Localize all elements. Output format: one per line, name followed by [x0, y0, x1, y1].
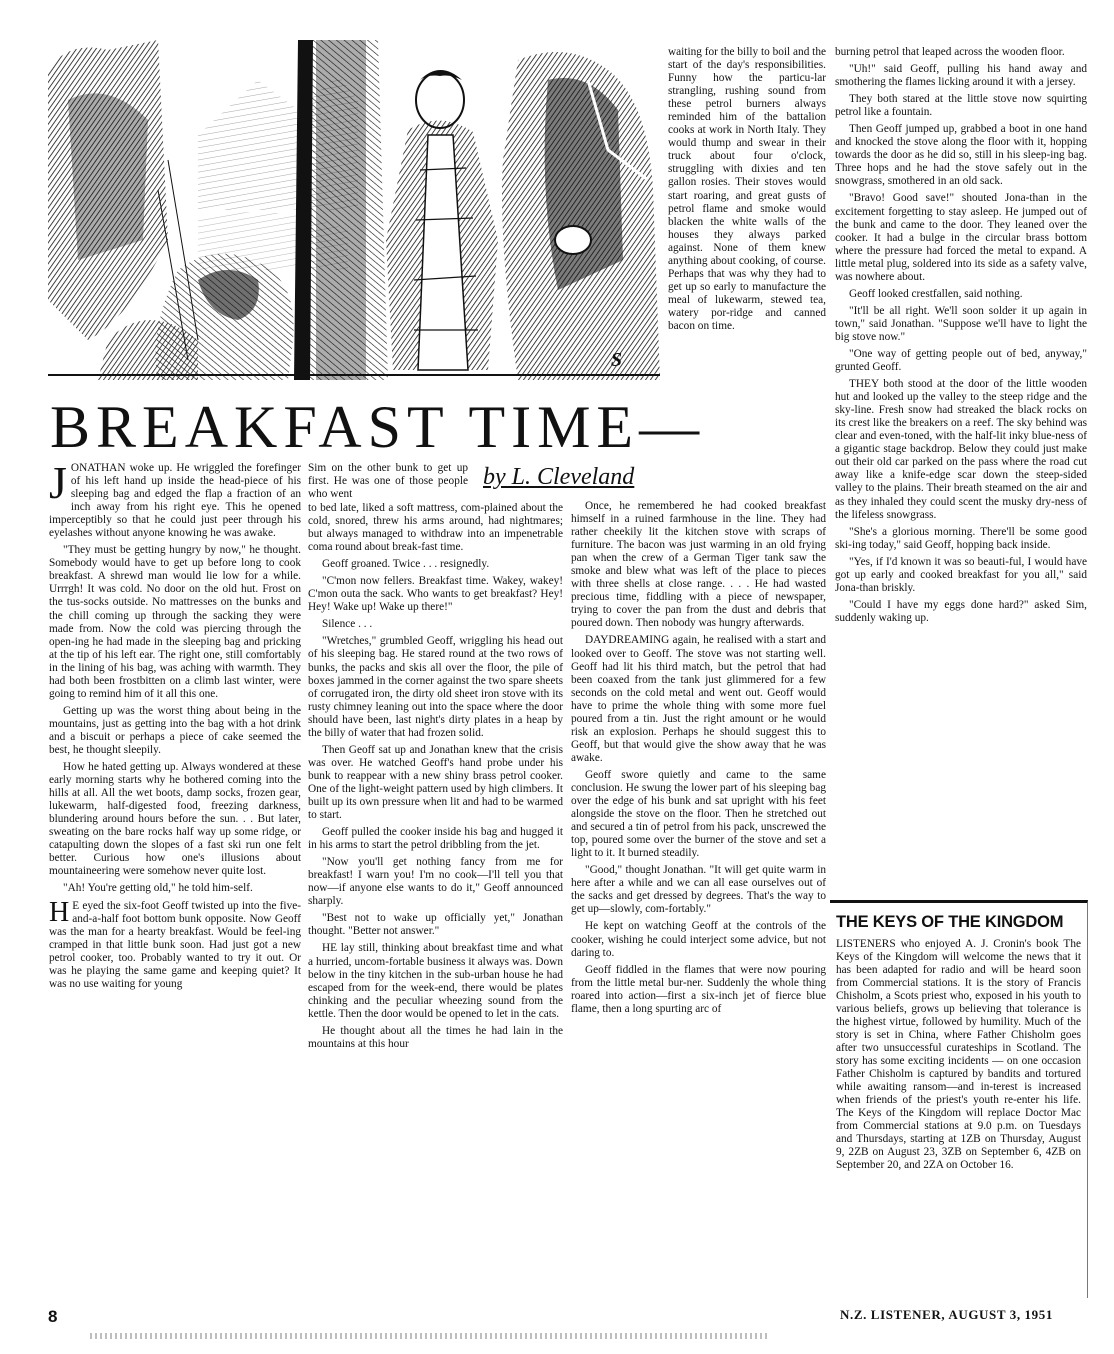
- article-paragraph: "Wretches," grumbled Geoff, wriggling his head out of his sleeping bag. He stared round at the two rows of bunks, the packs and skis all over the floor, the pile of boxes jammed in the corner against the two spare sheets of corrugated iron, the dirty old sheet iron stove with its rusty chimney leaning out into the space where the door should have been, last night's dirty plates in a heap by the billy of water that had frozen solid.: [308, 635, 563, 739]
- article-paragraph: JONATHAN woke up. He wriggled the forefinger of his left hand up inside the head-piece of his sleeping bag and edged the flap a fraction of an inch away from his right eye. This he opened imperceptibly so that he could just peer through his eyelashes without anyone knowing he was awake.: [49, 457, 301, 540]
- sidebar-body: LISTENERS who enjoyed A. J. Cronin's book The Keys of the Kingdom will welcome the news that it has been adapted for radio and will be heard soon from Commercial stations. It is the story of Francis Chisholm, a Scots priest who, exposed in his youth to various beliefs, grows up believing that tolerance is the highest virtue, followed by humility. Much of the story is set in China, where Father Chisholm goes after two unsuccessful curateships in Scotland. The story has some exciting incidents — on one occasion Father Chisholm is captured by bandits and tortured while awaiting ransom—and in-terest is increased when friends of the priest's youth re-enter his life. The Keys of the Kingdom will replace Doctor Mac from Commercial stations at 9.0 p.m. on Tuesdays and Thursdays, starting at 1ZB on Thursday, August 9, 2ZB on August 23, 3ZB on September 6, 4ZB on September 20, and 2ZA on October 16.: [836, 938, 1081, 1171]
- article-paragraph: THEY both stood at the door of the little wooden hut and looked up the valley to the steep ridge and the sky-line. Fresh snow had streaked the black rocks on its crest like the breakers on a reef. The sky behind was clear and even-toned, with the half-lit inky blue-ness of a gigantic stage backdrop. Below they could just make out their old car parked on the pass where the road cut away like a knife-edge scar down the steep-sided valley to the plains. Their breath steamed on the air and as they inhaled they could scent the musky dry-ness of the lifeless snowgrass.: [835, 378, 1087, 521]
- article-column-3: [571, 500, 826, 1300]
- article-paragraph: "They must be getting hungry by now," he thought. Somebody would have to get up before long to cook breakfast. A shrewd man would lie low for a while. Urrrgh! It was cold. No door on the old hut. Frost on the tus-socks outside. No mattresses on the bunks and the chill coming up through the sacking they were made from. Now the cold was piercing through the open-ing he had made in the sleeping bag and pricking at the tip of his left ear. The right one, still comfortably in the lining of his bag, was aching with warmth. They had both been frostbitten on a climb last winter, were going to remind him of it all this one.: [49, 544, 301, 700]
- article-column-4: [835, 46, 1087, 629]
- article-paragraph: "She's a glorious morning. There'll be some good ski-ing today," said Geoff, hopping back inside.: [835, 525, 1087, 551]
- sidebar-heading: THE KEYS OF THE KINGDOM: [836, 913, 1064, 931]
- article-paragraph: "Uh!" said Geoff, pulling his hand away and smothering the flames licking around it with a jersey.: [835, 63, 1087, 89]
- article-paragraph: HE lay still, thinking about breakfast time and what a hurried, uncom-fortable business it always was. Down below in the tiny kitchen in the sub-urban house he had escaped from for the week-end, there would be plates chinking and the peculiar wheezing sound from the kettle. Then the door would be opened to let in the cats.: [308, 942, 563, 1020]
- article-column-1: [49, 457, 301, 1300]
- article-column-3-top: [668, 46, 826, 337]
- article-paragraph: "It'll be all right. We'll soon solder it up again in town," said Jonathan. "Suppose we'll have to light the big stove now.": [835, 304, 1087, 343]
- article-paragraph: burning petrol that leaped across the wooden floor.: [835, 46, 1065, 58]
- article-paragraph: "Good," thought Jonathan. "It will get quite warm in here after a while and we can all ease ourselves out of the sacks and get dressed by degrees. That's the way to get up—slowly, com-fortably.": [571, 864, 826, 916]
- article-paragraph: "Bravo! Good save!" shouted Jona-than in the excitement forgetting to stay asleep. He jumped out of the bunk and came to the door. They leaned over the cooker. It had a bulge in the circular brass bottom where the pressure had forced the metal to expand. A little metal plug, soldered into its side as a safety valve, was nowhere about.: [835, 192, 1087, 283]
- article-paragraph: H E eyed the six-foot Geoff twisted up into the five-and-a-half foot bottom bunk opposite. Now Geoff was the man for a hearty breakfast. Would be feel-ing cramped in that little bunk soon. Had just got a new petrol cooker, too. Probably wanted to try it out. Or was he playing the same game and keeping quiet? It was no use waiting for young: [49, 896, 301, 990]
- sidebar-box: [830, 900, 1088, 1298]
- article-paragraph: Geoff looked crestfallen, said nothing.: [849, 287, 1023, 300]
- article-column-2-top: [308, 462, 468, 505]
- article-paragraph: He kept on watching Geoff at the controls of the cooker, wishing he could interject some advice, but not daring to.: [571, 920, 826, 959]
- pen-ink-illustration: [48, 40, 660, 380]
- article-column-2: [308, 502, 563, 1300]
- article-paragraph: How he hated getting up. Always wondered at these early morning starts why he bothered coming into the hills at all. All the wet boots, damp socks, frozen gear, lukewarm, half-digested food, freezing darkness, blundering around hours before the sun. . . But later, sweating on the bare rocks half way up some ridge, or catapulting down the slopes of a fast ski run one felt better. Curious how one's illusions about mountaineering were somehow never quite lost.: [49, 761, 301, 878]
- article-paragraph: "One way of getting people out of bed, anyway," grunted Geoff.: [835, 347, 1087, 374]
- illustration-drawing: [48, 40, 660, 380]
- article-paragraph: They both stared at the little stove now squirting petrol like a fountain.: [835, 93, 1087, 119]
- article-paragraph: "Best not to wake up officially yet," Jonathan thought. "Better not answer.": [308, 912, 563, 938]
- article-paragraph: Geoff groaned. Twice . . . resignedly.: [322, 558, 490, 571]
- scan-noise: [90, 1333, 770, 1339]
- issue-footer: N.Z. LISTENER, AUGUST 3, 1951: [840, 1307, 1053, 1322]
- article-paragraph: DAYDREAMING again, he realised with a start and looked over to Geoff. The stove was not starting well. Geoff had lit his third match, but the petrol that had been coaxed from the tank just glimmered for a few seconds on the cold metal and went out. Geoff would have to prime the whole thing with some more fuel poured from a tin. Just the right amount or he would risk an explosion. Perhaps he should suggest this to Geoff, but that would give the show away that he was awake.: [571, 634, 826, 764]
- article-paragraph: Getting up was the worst thing about being in the mountains, just as getting into the bag with a hot drink and a biscuit or perhaps a piece of cake seemed the best, he thought sleepily.: [49, 704, 301, 756]
- article-paragraph: "Could I have my eggs done hard?" asked Sim, suddenly waking up.: [835, 598, 1087, 624]
- article-byline: by L. Cleveland: [483, 464, 635, 490]
- article-paragraph: waiting for the billy to boil and the start of the day's responsibilities. Funny how the particu-lar strangling, rushing sound from these petrol burners always reminded him of the battalion cooks at work in North Italy. They would thump and swear in their truck about four o'clock, struggling with dixies and ten gallon rosies. Their stoves would start roaring, and great gusts of petrol flame and smoke would blacken the white walls of the houses they always parked against. None of them knew anything about cooking, of course. Perhaps that was why they had to get up so early to manufacture the meal of lukewarm, stewed tea, watery por-ridge and canned bacon on time.: [668, 46, 826, 332]
- article-paragraph: Silence . . .: [322, 618, 373, 631]
- article-paragraph: He thought about all the times he had lain in the mountains at this hour: [308, 1024, 563, 1050]
- article-paragraph: "C'mon now fellers. Breakfast time. Wakey, wakey! C'mon outa the sack. Who wants to get breakfast? Hey! Hey! Wake up! Wake up there!": [308, 575, 563, 614]
- article-paragraph: Then Geoff jumped up, grabbed a boot in one hand and knocked the stove along the floor with it, hopping towards the door as he did so, still in his sleep-ing bag. Three hops and he had the stove safely out in the snowgrass, smothered in an old sack.: [835, 123, 1087, 188]
- article-paragraph: Geoff fiddled in the flames that were now pouring from the little metal bur-ner. Suddenly the whole thing roared into action—first a six-inch jet of fierce blue flame, then a long spurting arc of: [571, 963, 826, 1015]
- article-paragraph: Geoff pulled the cooker inside his bag and hugged it in his arms to start the petrol dribbling from the jet.: [308, 826, 563, 852]
- article-paragraph: Once, he remembered he had cooked breakfast himself in a ruined farmhouse in the line. They had rather cheekily lit the kitchen stove with scraps of furniture. The bacon was just warming in an old frying pan when the crew of a German Tiger tank saw the smoke and blew what was left of the place to pieces with three shells at close range. . . . He had wasted precious time, fiddling with a piece of newspaper, trying to cover the pan from the dust and debris that poured down. Then nobody was hungry afterwards.: [571, 500, 826, 630]
- article-title: BREAKFAST TIME—: [50, 394, 706, 460]
- article-paragraph: "Now you'll get nothing fancy from me for breakfast! I warn you! I'm no cook—I'll tell you that now—if anyone else wants to do it," Geoff announced sharply.: [308, 856, 563, 908]
- article-paragraph: "Yes, if I'd known it was so beauti-ful, I would have got up early and cooked breakfast for you all," said Jona-than briskly.: [835, 555, 1087, 594]
- artist-signature: S: [610, 349, 622, 371]
- article-paragraph: Then Geoff sat up and Jonathan knew that the crisis was over. He watched Geoff's hand probe under his bunk to reappear with a new shiny brass petrol cooker. One of the light-weight pattern used by high climbers. It built up its own pressure when lit and had to be warmed to start.: [308, 743, 563, 822]
- drop-cap: H: [49, 896, 70, 928]
- page-number: 8: [48, 1307, 58, 1326]
- article-paragraph: Sim on the other bunk to get up first. He was one of those people who went: [308, 462, 468, 501]
- article-paragraph: Geoff swore quietly and came to the same conclusion. He swung the lower part of his sleeping bag over the edge of his bunk and sat upright with his feet alongside the stove on the floor. Then he stretched out and secured a tin of petrol from his pack, unscrewed the top, poured some over the burner of the stove and set a light to it. It burned steadily.: [571, 768, 826, 860]
- article-paragraph: "Ah! You're getting old," he told him-self.: [63, 882, 253, 895]
- drop-cap: J: [49, 457, 67, 508]
- article-paragraph: to bed late, liked a soft mattress, com-plained about the cold, snored, threw his arms around, had nightmares; but always managed to withdraw into an impenetrable coma round about break-fast time.: [308, 502, 563, 554]
